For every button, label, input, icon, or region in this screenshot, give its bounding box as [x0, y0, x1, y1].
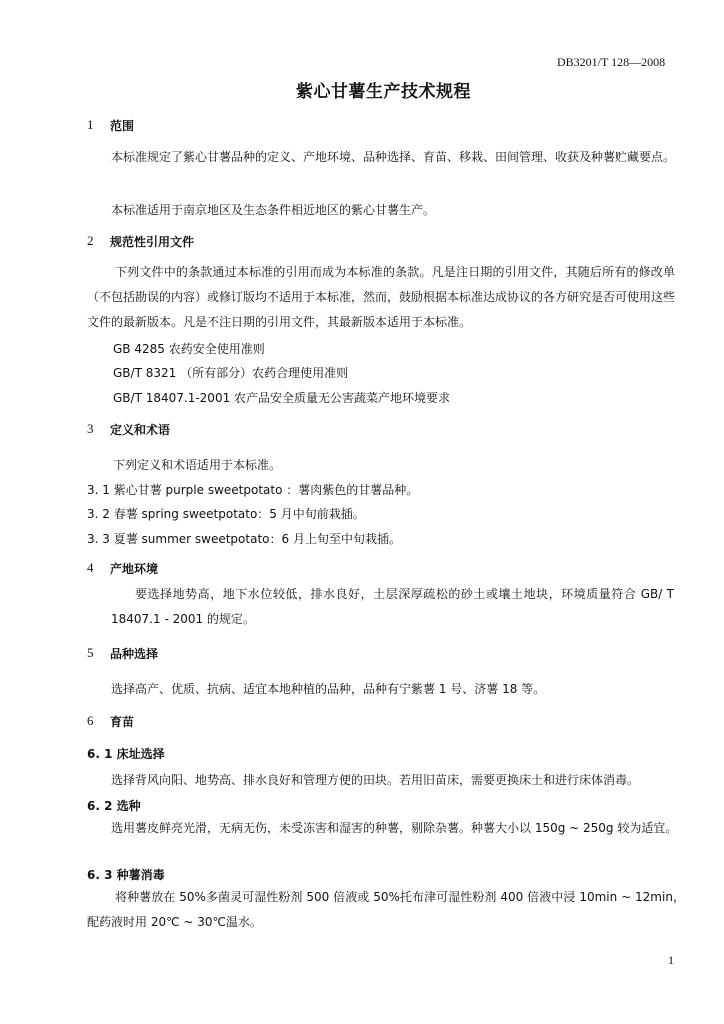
section-heading: 产地环境	[110, 562, 159, 576]
subsection-heading: 6. 1 床址选择	[87, 747, 165, 761]
definition-item: 3. 1 紫心甘薯 purple sweetpotato ：薯肉紫色的甘薯品种。	[87, 483, 419, 497]
section-heading: 定义和术语	[110, 423, 171, 437]
paragraph: 将种薯放在 50%多菌灵可湿性粉剂 500 倍液或 50%托布津可湿性粉剂 400 倍液中浸 10min ~ 12min，配药液时用 20℃ ~ 30℃温水。	[87, 890, 685, 929]
section-number: 2	[87, 233, 94, 248]
subsection-heading: 6. 3 种薯消毒	[87, 868, 165, 882]
reference-item: GB/T 18407.1-2001 农产品安全质量无公害蔬菜产地环境要求	[113, 391, 451, 405]
reference-item: GB/T 8321 （所有部分）农药合理使用准则	[113, 366, 349, 380]
paragraph: 选用薯皮鲜亮光滑，无病无伤，未受冻害和湿害的种薯，剔除杂薯。种薯大小以 150g ~ 250g 较为适宜。	[111, 821, 678, 835]
section-heading: 规范性引用文件	[110, 235, 195, 249]
page-number: 1	[668, 953, 674, 967]
paragraph: 本标准适用于南京地区及生态条件相近地区的紫心甘薯生产。	[111, 203, 436, 217]
section-number: 3	[87, 421, 94, 436]
section-heading: 育苗	[110, 715, 135, 729]
section-number: 4	[87, 560, 94, 575]
paragraph: 选择高产、优质、抗病、适宜本地种植的品种，品种有宁紫薯 1 号、济薯 18 等。	[111, 682, 546, 696]
section-number: 6	[87, 713, 94, 728]
paragraph: 要选择地势高，地下水位较低，排水良好，土层深厚疏松的砂土或壤土地块，环境质量符合 GB/ T 18407.1 - 2001 的规定。	[111, 587, 674, 626]
paragraph: 下列定义和术语适用于本标准。	[113, 458, 282, 472]
subsection-heading: 6. 2 选种	[87, 799, 141, 813]
definition-item: 3. 3 夏薯 summer sweetpotato：6 月上旬至中旬栽插。	[87, 532, 401, 546]
paragraph: 下列文件中的条款通过本标准的引用而成为本标准的条款。凡是注日期的引用文件，其随后所有的修改单（不包括勘误的内容）或修订版均不适用于本标准，然而，鼓励根据本标准达成协议的各方研究是否可使用这些文件的最新版本。凡是不注日期的引用文件，其最新版本适用于本标准。	[87, 265, 676, 329]
page-title: 紫心甘薯生产技术规程	[296, 82, 471, 102]
standard-number: DB3201/T 128—2008	[557, 55, 666, 69]
section-heading: 品种选择	[110, 647, 159, 661]
paragraph: 选择背风向阳、地势高、排水良好和管理方便的田块。若用旧苗床，需要更换床土和进行床体消毒。	[111, 773, 640, 787]
section-number: 1	[87, 117, 94, 132]
reference-item: GB 4285 农药安全使用准则	[113, 342, 265, 356]
paragraph: 本标准规定了紫心甘薯品种的定义、产地环境、品种选择、育苗、移栽、田间管理、收获及种薯贮藏要点。	[111, 150, 676, 164]
section-number: 5	[87, 645, 94, 660]
definition-item: 3. 2 春薯 spring sweetpotato：5 月中旬前栽插。	[87, 507, 365, 521]
section-heading: 范围	[110, 119, 135, 133]
